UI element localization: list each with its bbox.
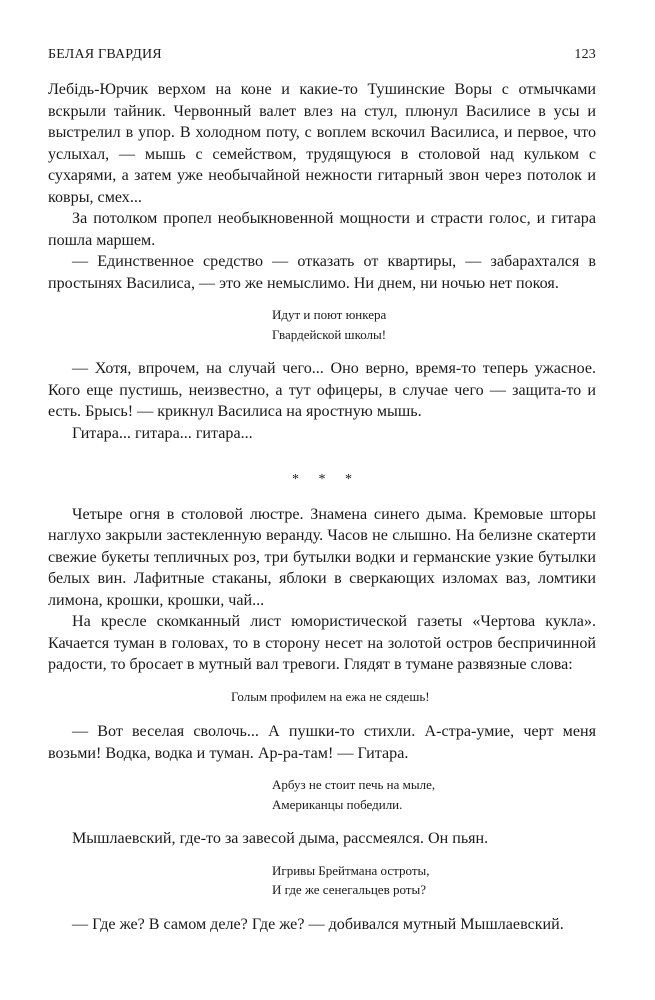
paragraph: На кресле скомканный лист юмористической газеты «Чертова кукла». Качается туман в головах, то в сторону несет на золотой остров беспричинной радости, то бросает в мутный вал тревоги. Глядят в тумане развязные слова: (48, 613, 596, 673)
verse-quote (48, 775, 596, 814)
paragraph: — Единственное средство — отказать от квартиры, — забарахтался в простынях Василиса, — это же немыслимо. Ни днем, ни ночью нет покоя. (48, 253, 596, 292)
paragraph: Лебідь-Юрчик верхом на коне и какие-то Тушинские Воры с отмычками вскрыли тайник. Червонный валет влез на стул, плюнул Василисе в усы и выстрелил в упор. В холодном поту, с воплем вскочил Василиса, и первое, что услыхал, — мышь с семейством, трудящуюся в столовой над кульком с сухарями, а затем уже необычайной нежности гитарный звон через потолок и ковры, смех... (48, 81, 596, 206)
paragraph: — Хотя, впрочем, на случай чего... Оно верно, время-то теперь ужасное. Кого еще пустишь, неизвестно, а тут офицеры, в случае чего — защита-то и есть. Брысь! — крикнул Василиса на яростную мышь. (48, 360, 596, 420)
verse-line: И где же сенегальцев роты? (272, 882, 426, 897)
section-break: * * * (292, 472, 360, 487)
main-text (48, 79, 596, 935)
paragraph: — Где же? В самом деле? Где же? — добивался мутный Мышлаевский. (72, 915, 564, 933)
verse-line: Американцы победили. (272, 796, 403, 812)
paragraph: Гитара... гитара... гитара... (72, 424, 253, 442)
verse-line: Арбуз не стоит печь на мыле, (272, 777, 436, 792)
verse-line: Идут и поют юнкера (272, 307, 387, 322)
verse-line: Голым профилем на ежа не сядешь! (231, 688, 430, 704)
paragraph: — Вот веселая сволочь... А пушки-то стихли. А-стра-умие, черт меня возьми! Водка, водка и туман. Ар-ра-там! — Гитара. (48, 723, 596, 762)
verse-quote (48, 861, 596, 900)
paragraph: За потолком пропел необыкновенной мощности и страсти голос, и гитара пошла маршем. (48, 210, 596, 249)
verse-line: Игривы Брейтмана остроты, (272, 862, 430, 878)
paragraph: Четыре огня в столовой люстре. Знамена синего дыма. Кремовые шторы наглухо закрыли застекленную веранду. Часов не слышно. На белизне скатерти свежие букеты тепличных роз, три бутылки водки и германские узкие бутылки белых вин. Лафитные стаканы, яблоки в сверкающих изломах ваз, ломтики лимона, крошки, крошки, чай... (48, 505, 596, 609)
verse-quote (48, 687, 596, 707)
running-header (48, 47, 596, 67)
verse-line: Гвардейской школы! (272, 326, 387, 342)
book-title: БЕЛАЯ ГВАРДИЯ (48, 47, 162, 62)
page-number: 123 (574, 47, 596, 62)
verse-quote (48, 305, 596, 344)
paragraph: Мышлаевский, где-то за завесой дыма, рассмеялся. Он пьян. (72, 830, 489, 847)
